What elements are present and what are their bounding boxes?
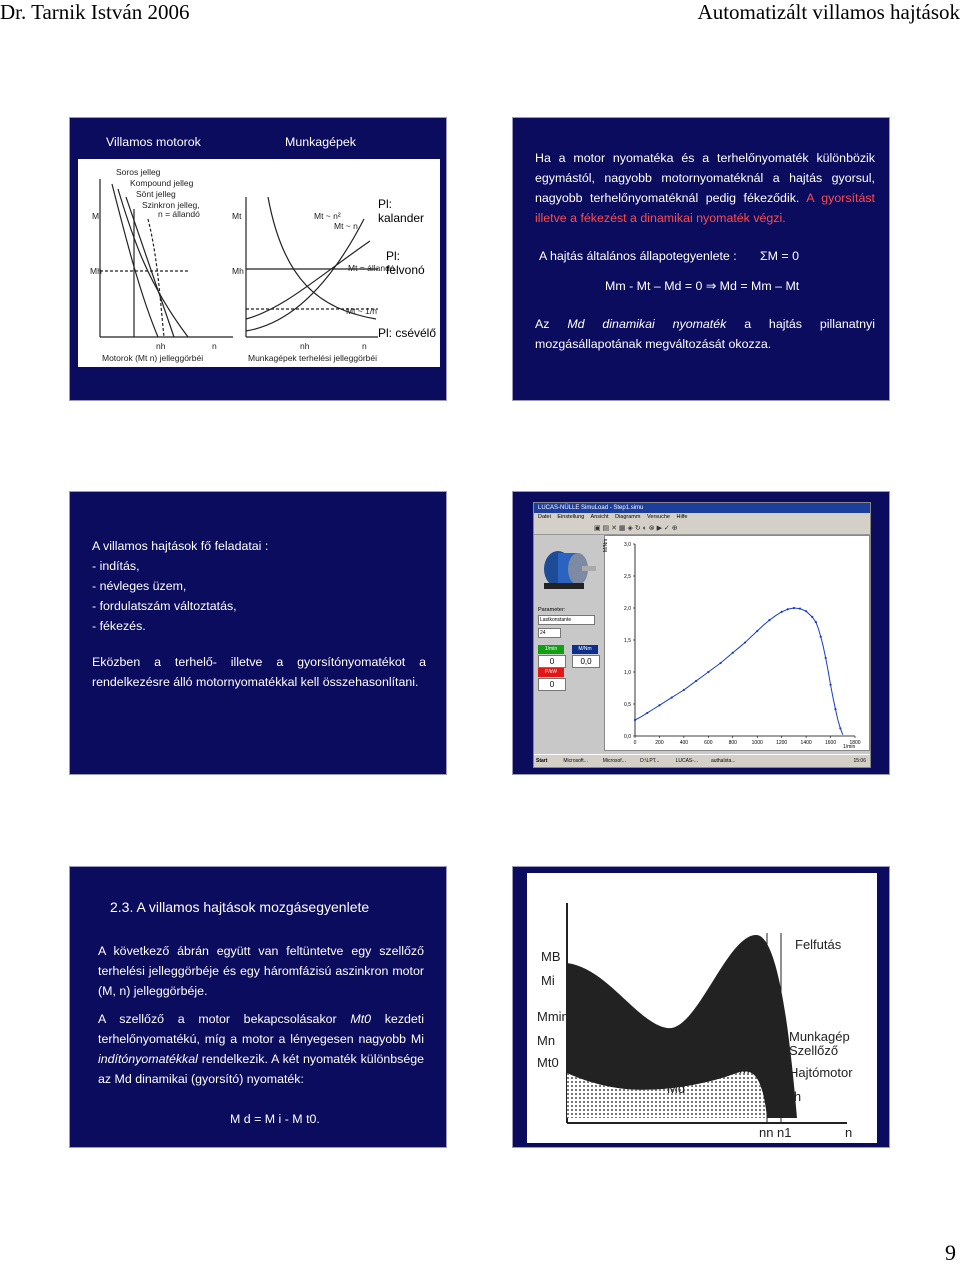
slide5-p2-c: indítónyomatékkal bbox=[98, 1052, 198, 1066]
toolbar bbox=[534, 522, 870, 535]
slide-6 bbox=[512, 866, 890, 1148]
label-pl-csevelo: Pl: csévélő bbox=[378, 326, 437, 340]
slide5-paragraph-2 bbox=[98, 1009, 424, 1089]
label-pl-kalander: Pl: kalander bbox=[378, 197, 425, 225]
parameter-select[interactable]: Lastkonstante bbox=[538, 615, 595, 625]
chart-y-tick-label: 0,5 bbox=[624, 702, 631, 708]
slide3-intro: A villamos hajtások fő feladatai : bbox=[92, 539, 269, 553]
slide2-paragraph-2 bbox=[535, 314, 875, 354]
slide5-p2-a: A szellőző a motor bekapcsolásakor bbox=[98, 1012, 337, 1026]
menu-diagramm[interactable]: Diagramm bbox=[615, 514, 641, 520]
slide5-p2-md: Md bbox=[114, 1072, 132, 1086]
label-mt-mid: Mt bbox=[232, 211, 242, 221]
menu-hilfe[interactable]: Hilfe bbox=[676, 514, 688, 520]
chart-xlabel: 1/min bbox=[843, 744, 856, 750]
chart-x-tick-label: 1600 bbox=[824, 740, 837, 746]
label-n-left: n bbox=[212, 341, 217, 351]
chart-point bbox=[834, 708, 836, 710]
chart-x-tick-label: 1400 bbox=[800, 740, 812, 746]
slide2-para1-a: Ha a motor nyomatéka és a terhelőnyomaték különbözik egymástól, nagyobb motornyomatéknál a hajtás gyorsul, nagyobb terhelőnyomatéknál pedig fékeződik. bbox=[535, 151, 875, 205]
app-window bbox=[533, 502, 871, 768]
chart-y-tick-label: 2,5 bbox=[624, 574, 631, 580]
slide3-item-3: - fordulatszám változtatás, bbox=[92, 599, 237, 613]
left-panel bbox=[534, 535, 604, 751]
chart-point bbox=[658, 704, 660, 706]
simulation-chart bbox=[605, 536, 869, 750]
taskbar bbox=[534, 754, 870, 767]
slide2-para2-md: Md bbox=[567, 317, 585, 331]
slide3-item-1: - indítás, bbox=[92, 559, 140, 573]
label-pl-felvono: Pl: felvonó bbox=[386, 249, 425, 277]
label-n: n bbox=[845, 1125, 853, 1140]
label-felfutas: Felfutás bbox=[795, 937, 842, 952]
slide5-p2-e: dinamikai (gyorsító) nyomaték: bbox=[135, 1072, 304, 1086]
col1-title: Villamos motorok bbox=[106, 135, 201, 149]
header-left: Dr. Tarnik István 2006 bbox=[0, 0, 190, 24]
slide2-eq-main: Mm - Mt – Md = 0 ⇒ Md = Mm – Mt bbox=[605, 279, 800, 293]
label-allando: n = állandó bbox=[158, 209, 200, 219]
caption-left: Motorok (Mt n) jelleggörbéi bbox=[102, 353, 204, 363]
chart-point bbox=[799, 608, 801, 610]
window-titlebar bbox=[534, 503, 870, 513]
box2-label: M/Nm bbox=[572, 645, 598, 654]
fan-motor-svg bbox=[527, 873, 877, 1143]
chart-point bbox=[671, 697, 673, 699]
menu-bar bbox=[534, 513, 870, 522]
fan-motor-figure bbox=[527, 873, 877, 1143]
slide3-paragraph: Eközben a terhelő- illetve a gyorsítónyomatékot a rendelkezésre álló motornyomatékkal kell összehasonlítani. bbox=[92, 655, 426, 689]
chart-point bbox=[756, 630, 758, 632]
slide5-p2-mt0: Mt0 bbox=[350, 1012, 372, 1026]
label-mh-mid: Mh bbox=[232, 266, 244, 276]
chart-x-tick-label: 200 bbox=[655, 740, 664, 746]
label-n1: n1 bbox=[777, 1125, 792, 1140]
taskbar-item-4[interactable]: LUCAS-... bbox=[675, 758, 699, 764]
menu-einstellung[interactable]: Einstellung bbox=[557, 514, 585, 520]
chart-point bbox=[744, 641, 746, 643]
slide2-para1-b: A gyorsítást illetve a fékezést a dinamikai nyomaték végzi. bbox=[535, 191, 875, 225]
chart-y-tick-label: 2,0 bbox=[624, 606, 631, 612]
chart-point bbox=[825, 657, 827, 659]
chart-point bbox=[829, 684, 831, 686]
slide2-eq-sum: ΣM = 0 bbox=[760, 249, 799, 263]
slide5-p2-mi: Mi bbox=[410, 1032, 424, 1046]
start-button[interactable]: Start bbox=[536, 758, 548, 764]
characteristics-figure bbox=[78, 159, 440, 367]
chart-x-tick-label: 600 bbox=[704, 740, 713, 746]
taskbar-item-2[interactable]: Microsof... bbox=[602, 758, 626, 764]
chart-area bbox=[604, 535, 870, 751]
menu-ansicht[interactable]: Ansicht bbox=[590, 514, 609, 520]
slide2-eq-intro: A hajtás általános állapotegyenlete : bbox=[539, 249, 737, 263]
chart-x-tick-label: 1000 bbox=[751, 740, 763, 746]
chart-point bbox=[793, 607, 795, 609]
label-mb: MB bbox=[541, 949, 561, 964]
chart-ylabel: M/Nm bbox=[603, 538, 609, 552]
value-box-1: 0 bbox=[538, 655, 566, 668]
label-mh: Mh bbox=[783, 1089, 802, 1104]
label-mt0: Mt0 bbox=[537, 1055, 559, 1070]
label-mn: Mn bbox=[537, 1033, 556, 1048]
label-mmin: Mmin bbox=[537, 1009, 569, 1024]
slide2-para2-b: dinamikai nyomaték bbox=[602, 317, 727, 331]
label-mtn: Mtn bbox=[739, 1061, 761, 1076]
col2-title: Munkagépek bbox=[285, 135, 356, 149]
slide5-title: 2.3. A villamos hajtások mozgásegyenlete bbox=[110, 899, 370, 915]
chart-x-tick-label: 800 bbox=[728, 740, 737, 746]
chart-point bbox=[815, 621, 817, 623]
box3-label: P/kW bbox=[538, 668, 564, 677]
slide5-p2-b: kezdeti terhelőnyomatékú, míg a motor a lényegesen nagyobb bbox=[98, 1012, 424, 1046]
label-hajtomotor: Hajtómotor bbox=[789, 1065, 853, 1080]
chart-point bbox=[719, 662, 721, 664]
value-box-3: 0 bbox=[538, 678, 566, 691]
taskbar-item-1[interactable]: Microsoft... bbox=[563, 758, 588, 764]
parameter-label: Parameter: bbox=[538, 607, 566, 613]
menu-versuche[interactable]: Versuche bbox=[647, 514, 670, 520]
label-mt-1n: Mt ~ 1/n bbox=[346, 306, 377, 316]
label-nh-mid: nh bbox=[300, 341, 310, 351]
label-kompound: Kompound jelleg bbox=[130, 178, 194, 188]
slide2-paragraph-1 bbox=[535, 148, 875, 228]
taskbar-item-3[interactable]: D:\LPT... bbox=[640, 758, 660, 764]
label-mh-left: Mh bbox=[90, 266, 102, 276]
slide-3 bbox=[69, 491, 447, 775]
label-nh-left: nh bbox=[156, 341, 166, 351]
chart-point bbox=[820, 636, 822, 638]
label-soros: Soros jelleg bbox=[116, 167, 161, 177]
chart-point bbox=[781, 611, 783, 613]
window-title: LUCAS-NÜLLE SimuLoad - Step1.simu bbox=[538, 505, 644, 511]
chart-y-tick-label: 3,0 bbox=[624, 542, 631, 548]
box1-label: 1/min bbox=[538, 645, 564, 654]
chart-x-tick-label: 0 bbox=[633, 740, 637, 746]
chart-point bbox=[646, 712, 648, 714]
taskbar-clock: 15:06 bbox=[853, 758, 866, 764]
slide5-formula: M d = M i - M t0. bbox=[230, 1112, 320, 1126]
chart-point bbox=[839, 727, 841, 729]
slide3-item-2: - névleges üzem, bbox=[92, 579, 187, 593]
label-m-left: M bbox=[92, 211, 100, 221]
label-szellozo: Szellőző bbox=[789, 1043, 839, 1058]
label-mt-n2: Mt ~ n² bbox=[314, 211, 341, 221]
chart-x-tick-label: 1800 bbox=[849, 740, 861, 746]
label-n-mid: n bbox=[362, 341, 367, 351]
toolbar-icons[interactable]: ▣ ▤ ✕ ▦ ◈ ↻ ◐ ⊗ ▶ ✓ ⊕ bbox=[594, 525, 678, 532]
header-right: Automatizált villamos hajtások bbox=[697, 0, 960, 24]
label-mi: Mi bbox=[541, 973, 555, 988]
slide-2 bbox=[512, 117, 890, 401]
chart-point bbox=[805, 610, 807, 612]
slide5-p2-d: rendelkezik. A két nyomaték különbsége az bbox=[98, 1052, 424, 1086]
slide5-paragraph-1: A következő ábrán együtt van feltüntetve egy szellőző terhelési jelleggörbéje és egy háromfázisú aszinkron motor (M, n) jelleggörbéje. bbox=[98, 944, 424, 998]
parameter-number[interactable]: 24 bbox=[538, 628, 561, 638]
label-mt-allando: Mt = állandó bbox=[348, 263, 395, 273]
slide-1 bbox=[69, 117, 447, 401]
label-munkagep: Munkagép bbox=[789, 1029, 850, 1044]
chart-point bbox=[695, 680, 697, 682]
caption-right: Munkagépek terhelési jelleggörbéi bbox=[248, 353, 377, 363]
chart-x-tick-label: 400 bbox=[679, 740, 689, 746]
page-number: 9 bbox=[945, 1240, 956, 1265]
menu-datei[interactable]: Datei bbox=[538, 514, 551, 520]
chart-y-tick-label: 0,0 bbox=[624, 734, 631, 740]
motor-image bbox=[538, 541, 598, 593]
chart-point bbox=[683, 689, 685, 691]
taskbar-item-5[interactable]: authalsta... bbox=[710, 758, 736, 764]
chart-point bbox=[634, 719, 636, 721]
slide-5 bbox=[69, 866, 447, 1148]
label-mt-n: Mt ~ n bbox=[334, 221, 358, 231]
slide-4 bbox=[512, 491, 890, 775]
label-szinkron: Szinkron jelleg, bbox=[142, 200, 200, 210]
label-sont: Sönt jelleg bbox=[136, 189, 176, 199]
label-nn: nn bbox=[759, 1125, 774, 1140]
chart-series-line bbox=[635, 608, 843, 735]
chart-point bbox=[787, 608, 789, 610]
value-box-2: 0,0 bbox=[572, 655, 600, 668]
label-md: Md bbox=[667, 1081, 686, 1096]
motor-svg bbox=[538, 541, 598, 593]
chart-point bbox=[707, 671, 709, 673]
slide2-para2-a: Az bbox=[535, 317, 550, 331]
chart-y-tick-label: 1,0 bbox=[624, 670, 631, 676]
chart-x-tick-label: 1200 bbox=[776, 740, 788, 746]
slide2-para2-c: a hajtás pillanatnyi mozgásállapotának megváltozását okozza. bbox=[535, 317, 875, 351]
chart-y-tick-label: 1,5 bbox=[624, 638, 631, 644]
chart-point bbox=[768, 619, 770, 621]
chart-point bbox=[732, 652, 734, 654]
slide3-item-4: - fékezés. bbox=[92, 619, 146, 633]
chart-point bbox=[811, 616, 813, 618]
